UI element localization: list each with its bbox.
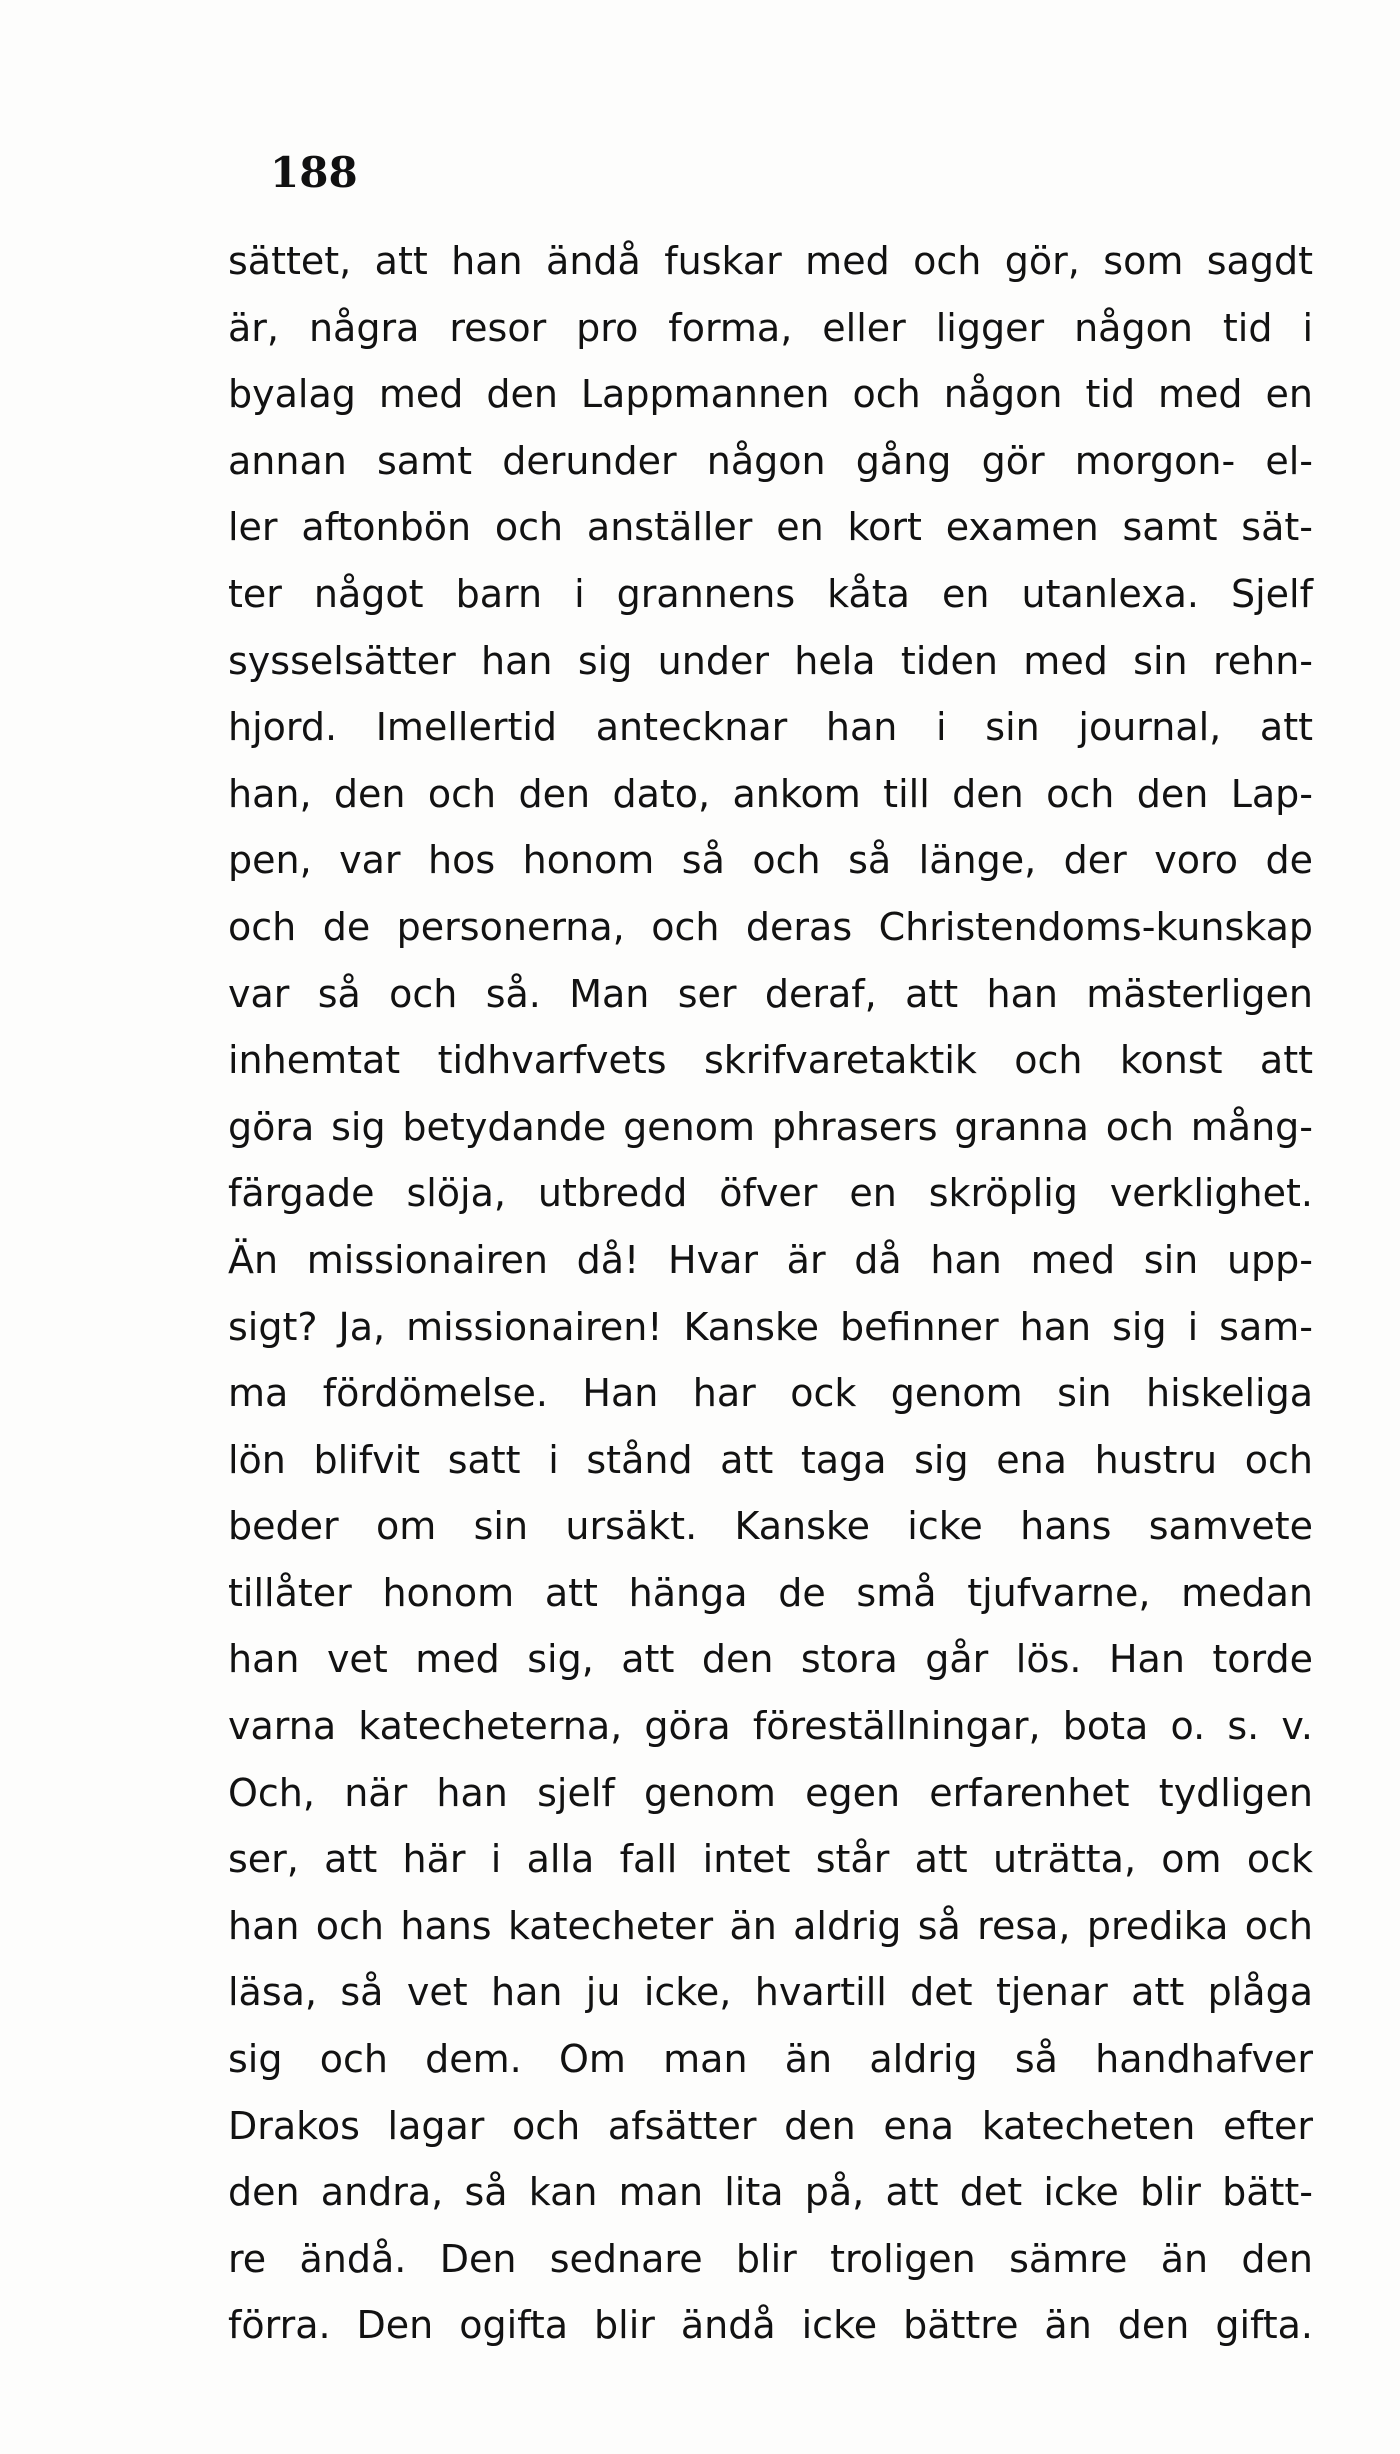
text-line: Än missionairen då! Hvar är då han med sin upp- xyxy=(228,1237,1313,1282)
text-line: byalag med den Lappmannen och någon tid med en xyxy=(228,372,1313,417)
text-line: var så och så. Man ser deraf, att han mästerligen xyxy=(228,971,1313,1016)
text-line: varna katecheterna, göra föreställningar, bota o. s. v. xyxy=(228,1704,1313,1749)
text-line: ser, att här i alla fall intet står att uträtta, om ock xyxy=(228,1837,1313,1882)
text-line: lön blifvit satt i stånd att taga sig ena hustru och xyxy=(228,1437,1313,1482)
page-number: 188 xyxy=(270,148,358,197)
text-line: Och, när han sjelf genom egen erfarenhet tydligen xyxy=(228,1770,1313,1815)
text-line: sättet, att han ändå fuskar med och gör, som sagdt xyxy=(228,239,1313,283)
text-line: beder om sin ursäkt. Kanske icke hans samvete xyxy=(228,1504,1313,1549)
text-line: inhemtat tidhvarfvets skrifvaretaktik och konst att xyxy=(228,1038,1313,1083)
text-line: är, några resor pro forma, eller ligger någon tid i xyxy=(228,305,1313,350)
body-text xyxy=(228,228,1313,2359)
text-line: göra sig betydande genom phrasers granna och mång- xyxy=(228,1104,1313,1149)
text-line: och de personerna, och deras Christendoms-kunskap xyxy=(228,904,1313,949)
text-line: Drakos lagar och afsätter den ena katecheten efter xyxy=(228,2103,1313,2148)
text-line: sysselsätter han sig under hela tiden med sin rehn- xyxy=(228,638,1313,683)
text-line: den andra, så kan man lita på, att det icke blir bätt- xyxy=(228,2170,1313,2215)
text-line: re ändå. Den sednare blir troligen sämre än den xyxy=(228,2236,1313,2281)
text-line: ler aftonbön och anställer en kort examen samt sät- xyxy=(228,505,1313,550)
text-line: annan samt derunder någon gång gör morgon- el- xyxy=(228,438,1313,483)
text-line: sigt? Ja, missionairen! Kanske befinner han sig i sam- xyxy=(228,1304,1313,1349)
text-line: läsa, så vet han ju icke, hvartill det tjenar att plåga xyxy=(228,1970,1313,2015)
text-line: hjord. Imellertid antecknar han i sin journal, att xyxy=(228,705,1313,750)
text-line: pen, var hos honom så och så länge, der voro de xyxy=(228,838,1313,883)
text-line: färgade slöja, utbredd öfver en skröplig verklighet. xyxy=(228,1171,1313,1216)
text-line: sig och dem. Om man än aldrig så handhafver xyxy=(228,2037,1313,2082)
text-line: han, den och den dato, ankom till den och den Lap- xyxy=(228,771,1313,816)
text-line: han och hans katecheter än aldrig så resa, predika och xyxy=(228,1903,1313,1948)
text-line: ter något barn i grannens kåta en utanlexa. Sjelf xyxy=(228,571,1313,616)
text-line: förra. Den ogifta blir ändå icke bättre än den gifta. xyxy=(228,2303,1313,2348)
text-line: han vet med sig, att den stora går lös. Han torde xyxy=(228,1637,1313,1682)
text-line: ma fördömelse. Han har ock genom sin hiskeliga xyxy=(228,1371,1313,1416)
text-line: tillåter honom att hänga de små tjufvarne, medan xyxy=(228,1570,1313,1615)
